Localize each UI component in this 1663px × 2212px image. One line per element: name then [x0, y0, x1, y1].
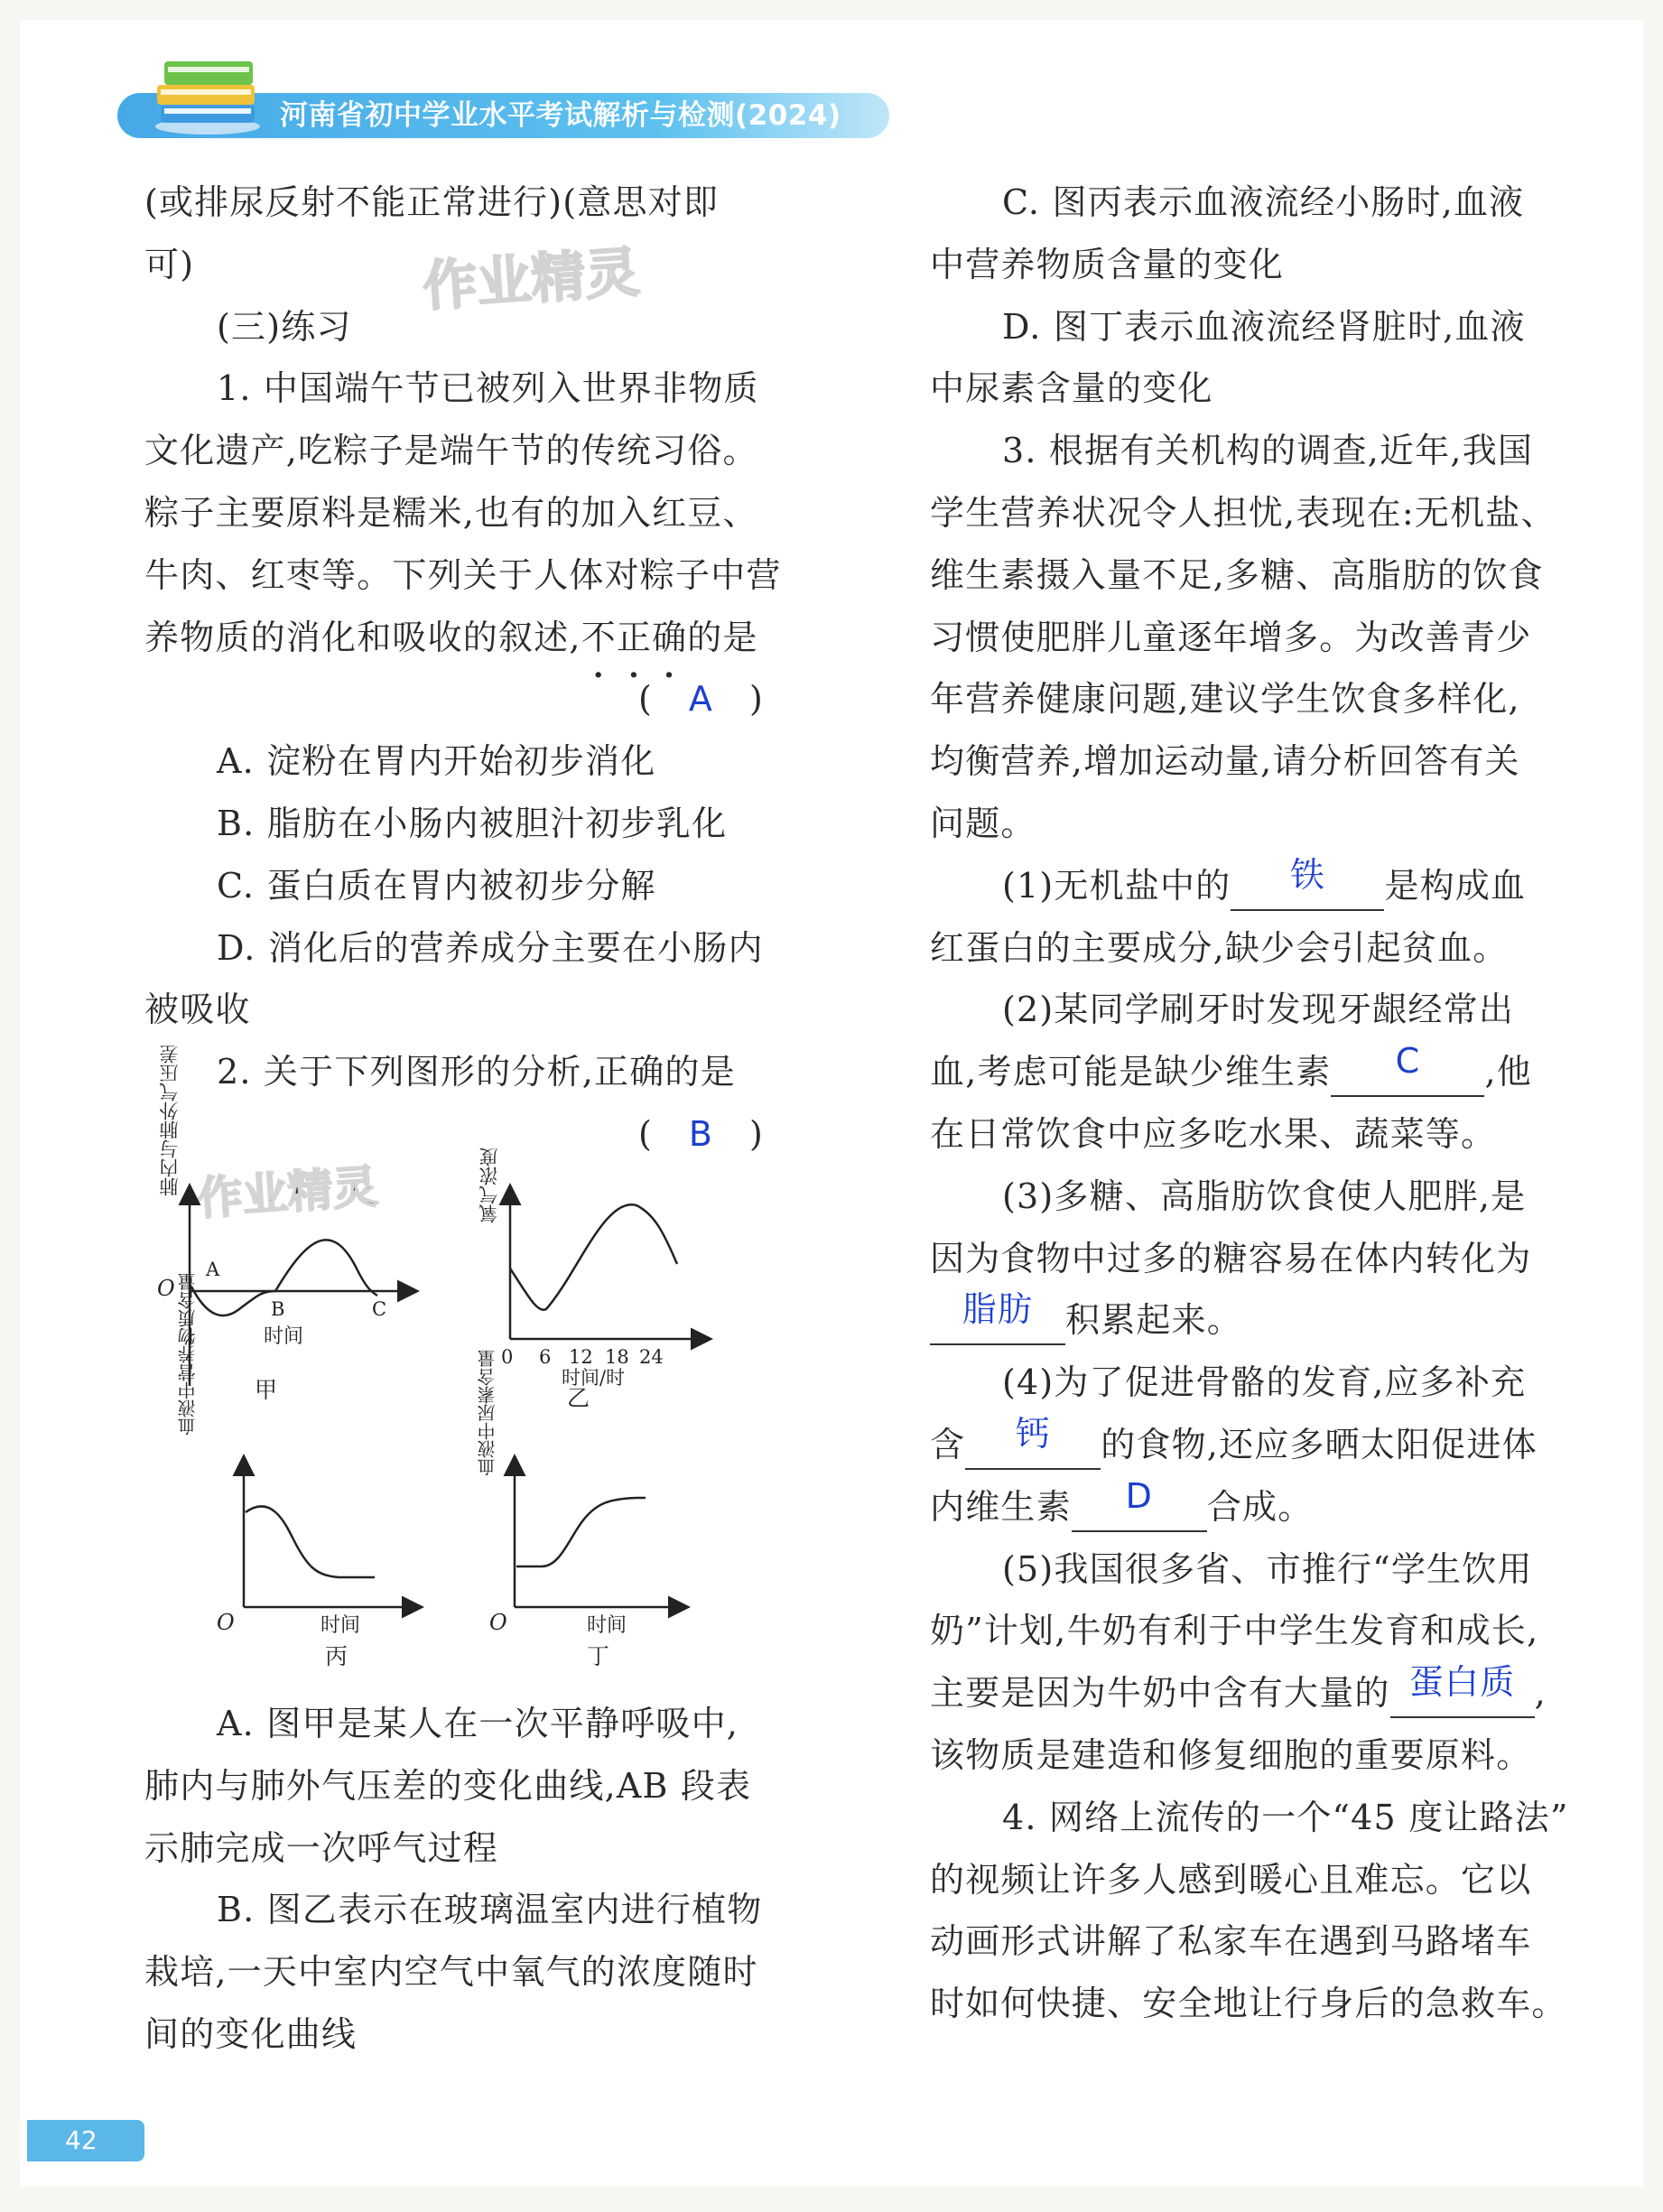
axis-label: 时间/时: [562, 1367, 626, 1389]
option: A. 淀粉在胃内开始初步消化: [217, 741, 656, 782]
option: 示肺完成一次呼气过程: [144, 1827, 499, 1868]
right-column: [930, 172, 1569, 2035]
watermark-text: 作业精灵: [195, 1159, 380, 1225]
header-title: 河南省初中学业水平考试解析与检测(2024): [280, 99, 841, 132]
fill-blank-line: (1)无机盐中的 铁 是构成血: [930, 855, 1562, 917]
fill-blank-line: 血,考虑可能是缺少维生素 C ,他: [930, 1041, 1562, 1103]
tick-label: 6: [539, 1346, 552, 1368]
option: A. 图甲是某人在一次平静呼吸中,: [217, 1704, 739, 1743]
question-4-line: 时如何快捷、安全地让行身后的急救车。: [930, 1984, 1567, 2024]
question-4-line: 的视频让许多人感到暖心且难忘。它以: [930, 1859, 1532, 1900]
question-3-line: 维生素摄入量不足,多糖、高脂肪的饮食: [930, 554, 1544, 595]
point-label: C: [372, 1298, 387, 1320]
option: C. 图丙表示血液流经小肠时,血液: [1002, 182, 1525, 222]
option: 栽培,一天中室内空气中氧气的浓度随时: [144, 1952, 758, 1993]
text-line: 该物质是建造和修复细胞的重要原料。: [930, 1734, 1532, 1775]
question-3-line: 问题。: [930, 803, 1036, 843]
answer-value: B: [688, 1113, 714, 1154]
text-line: (2)某同学刷牙时发现牙龈经常出: [1002, 990, 1515, 1030]
question-3-line: 3. 根据有关机构的调查,近年,我国: [1002, 431, 1534, 471]
answer-value: 钙: [1015, 1413, 1051, 1454]
option: 肺内与肺外气压差的变化曲线,AB 段表: [144, 1765, 752, 1806]
text-line: 奶”计划,牛奶有利于中学生发育和成长,: [930, 1611, 1539, 1651]
axis-label: 肺内与肺外气压差: [159, 1045, 181, 1196]
axis-label: 时间: [321, 1614, 361, 1637]
option: B. 脂肪在小肠内被胆汁初步乳化: [217, 803, 728, 843]
option: 被吸收: [144, 990, 251, 1030]
emphasis-char: 确: [652, 617, 688, 657]
left-column: [144, 172, 782, 1166]
answer-bracket: ( A ): [638, 679, 764, 720]
figure-yi: [478, 1148, 709, 1411]
left-column-bottom: [144, 1693, 776, 2066]
section-heading: (三)练习: [217, 306, 352, 347]
axis-label: O: [157, 1276, 175, 1301]
watermark-text: 作业精灵: [421, 240, 642, 320]
text-line: (5)我国很多省、市推行“学生饮用: [1002, 1548, 1533, 1589]
option: 中营养物质含量的变化: [930, 244, 1285, 284]
answer-value: 脂肪: [962, 1289, 1034, 1330]
option: B. 图乙表示在玻璃温室内进行植物: [217, 1890, 763, 1930]
page-number: 42: [65, 2125, 98, 2155]
text-line: (3)多糖、高脂肪饮食使人肥胖,是: [1002, 1176, 1527, 1216]
answer-blank: [1331, 1041, 1484, 1097]
question-1-line: 养物质的消化和吸收的叙述,不正确的是: [144, 617, 758, 657]
question-3-line: 学生营养状况令人担忧,表现在:无机盐、: [930, 492, 1556, 533]
text-line: 因为食物中过多的糖容易在体内转化为: [930, 1238, 1532, 1278]
emphasis-char: 不: [581, 617, 617, 657]
text-line: 在日常饮食中应多吃水果、蔬菜等。: [930, 1113, 1497, 1154]
tick-label: 12: [569, 1346, 593, 1368]
tick-label: 24: [639, 1346, 664, 1368]
fill-blank-line: 主要是因为牛奶中含有大量的 蛋白质 ,: [930, 1662, 1562, 1724]
axis-label: 血液中营养物质含量: [177, 1273, 199, 1436]
answer-blank: [930, 1289, 1065, 1345]
option: C. 蛋白质在胃内被初步分解: [217, 865, 656, 906]
figure-caption: 乙: [567, 1385, 590, 1411]
tick-label: 18: [605, 1346, 629, 1368]
point-label: A: [206, 1259, 220, 1280]
answer-blank: [1072, 1475, 1207, 1532]
fill-blank-line: 脂肪 积累起来。: [930, 1289, 1562, 1352]
option: D. 消化后的营养成分主要在小肠内: [217, 927, 764, 968]
question-1-line: 1. 中国端午节已被列入世界非物质: [217, 368, 759, 409]
axis-label: 血液中尿素含量: [477, 1350, 498, 1476]
axis-label: O: [489, 1610, 507, 1635]
answer-value: D: [1125, 1475, 1154, 1516]
axis-label: 时间: [264, 1325, 304, 1348]
fill-blank-line: 内维生素 D 合成。: [930, 1476, 1562, 1538]
axis-label: O: [217, 1610, 235, 1635]
option: 间的变化曲线: [144, 2013, 358, 2054]
question-1-line: 文化遗产,吃粽子是端午节的传统习俗。: [144, 431, 758, 471]
answer-blank: [1231, 854, 1384, 911]
axis-label: 氧气浓度: [478, 1148, 500, 1223]
question-2-line: 2. 关于下列图形的分析,正确的是: [217, 1052, 736, 1092]
text-line: (或排尿反射不能正常进行)(意思对即: [144, 182, 720, 222]
answer-value: A: [688, 679, 714, 720]
question-4-line: 4. 网络上流传的一个“45 度让路法”: [1002, 1797, 1569, 1837]
emphasis-char: 正: [616, 617, 653, 657]
point-label: B: [271, 1298, 285, 1320]
figure-caption: 甲: [255, 1377, 278, 1403]
books-icon: [152, 52, 269, 138]
text-line: 红蛋白的主要成分,缺少会引起贫血。: [930, 927, 1509, 968]
answer-value: 蛋白质: [1408, 1662, 1516, 1703]
option: D. 图丁表示血液流经肾脏时,血液: [1002, 306, 1526, 347]
question-1-line: 粽子主要原料是糯米,也有的加入红豆、: [144, 492, 758, 533]
question-3-line: 均衡营养,增加运动量,请分析回答有关: [930, 741, 1520, 782]
question-3-line: 习惯使肥胖儿童逐年增多。为改善青少: [930, 617, 1532, 657]
axis-label: 时间: [587, 1614, 627, 1637]
question-4-line: 动画形式讲解了私家车在遇到马路堵车: [930, 1921, 1532, 1962]
fill-blank-line: 含 钙 的食物,还应多晒太阳促进体: [930, 1414, 1562, 1476]
text-line: (4)为了促进骨骼的发育,应多补充: [1002, 1362, 1527, 1403]
tick-label: 0: [501, 1346, 514, 1368]
text-line: 可): [144, 244, 195, 284]
figure-caption: 丁: [587, 1643, 610, 1669]
answer-value: 铁: [1289, 854, 1326, 895]
option: 中尿素含量的变化: [930, 368, 1213, 409]
question-3-line: 年营养健康问题,建议学生饮食多样化,: [930, 679, 1520, 720]
answer-blank: [965, 1413, 1101, 1470]
answer-bracket: ( B ): [637, 1113, 764, 1154]
answer-value: C: [1395, 1041, 1421, 1082]
figure-caption: 丙: [325, 1643, 348, 1669]
answer-blank: [1390, 1662, 1535, 1718]
question-1-line: 牛肉、红枣等。下列关于人体对粽子中营: [144, 554, 782, 595]
